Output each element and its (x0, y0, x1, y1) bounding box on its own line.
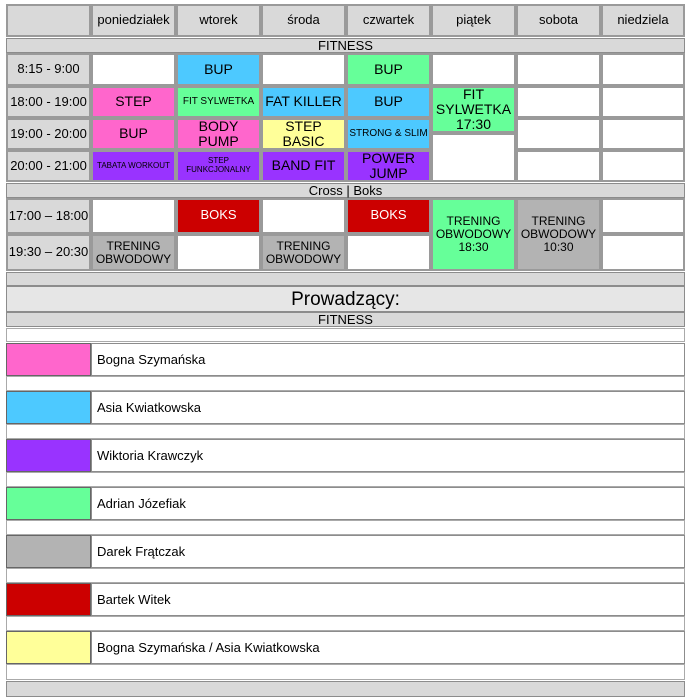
class-slot: STEP FUNKCJONALNY (176, 150, 261, 182)
day-header-saturday: sobota (516, 4, 601, 37)
legend-instructor-name: Adrian Józefiak (91, 487, 685, 520)
class-slot-empty (176, 234, 261, 271)
class-slot-empty (601, 234, 685, 271)
class-slot: BUP (176, 53, 261, 86)
class-slot: TRENING OBWODOWY (261, 234, 346, 271)
class-slot-empty (91, 53, 176, 86)
class-slot: BOKS (176, 198, 261, 234)
legend-color-swatch (6, 439, 91, 472)
class-slot-empty (601, 198, 685, 234)
class-slot-empty (516, 118, 601, 150)
legend-spacer (6, 664, 685, 680)
class-slot: STRONG & SLIM (346, 118, 431, 150)
class-slot-empty (431, 53, 516, 86)
legend-color-swatch (6, 391, 91, 424)
legend-color-swatch (6, 487, 91, 520)
class-slot-empty (601, 118, 685, 150)
day-header-wednesday: środa (261, 4, 346, 37)
instructors-title: Prowadzący: (6, 286, 685, 312)
legend-instructor-name: Bogna Szymańska (91, 343, 685, 376)
legend-spacer (6, 568, 685, 583)
time-slot: 19:30 – 20:30 (6, 234, 91, 271)
class-slot-empty (516, 53, 601, 86)
time-slot: 17:00 – 18:00 (6, 198, 91, 234)
legend-spacer (6, 520, 685, 535)
section-fitness: FITNESS (6, 38, 685, 53)
legend-color-swatch (6, 583, 91, 616)
legend-instructor-name: Bartek Witek (91, 583, 685, 616)
class-slot: STEP (91, 86, 176, 118)
class-slot: BOKS (346, 198, 431, 234)
section-cross-boks: Cross | Boks (6, 183, 685, 198)
class-slot-empty (601, 53, 685, 86)
class-slot: FIT SYLWETKA 17:30 (431, 86, 516, 133)
class-slot: BUP (346, 86, 431, 118)
legend-spacer (6, 616, 685, 631)
class-slot: BUP (346, 53, 431, 86)
class-slot-empty (431, 133, 516, 182)
class-slot-empty (516, 86, 601, 118)
legend-color-swatch (6, 535, 91, 568)
legend-instructor-name: Darek Frątczak (91, 535, 685, 568)
legend-instructor-name: Asia Kwiatkowska (91, 391, 685, 424)
legend-instructor-name: Wiktoria Krawczyk (91, 439, 685, 472)
class-slot-empty (601, 150, 685, 182)
class-slot: BUP (91, 118, 176, 150)
legend-color-swatch (6, 343, 91, 376)
day-header-friday: piątek (431, 4, 516, 37)
legend-instructor-name: Bogna Szymańska / Asia Kwiatkowska (91, 631, 685, 664)
class-slot-empty (346, 234, 431, 271)
day-header-monday: poniedziałek (91, 4, 176, 37)
class-slot: FAT KILLER (261, 86, 346, 118)
time-slot: 18:00 - 19:00 (6, 86, 91, 118)
day-header-thursday: czwartek (346, 4, 431, 37)
class-slot: TRENING OBWODOWY 10:30 (516, 198, 601, 271)
legend-spacer (6, 328, 685, 342)
class-slot: STEP BASIC (261, 118, 346, 150)
day-header-tuesday: wtorek (176, 4, 261, 37)
footer-bar (6, 681, 685, 697)
legend-spacer (6, 472, 685, 487)
class-slot-empty (516, 150, 601, 182)
class-slot-empty (91, 198, 176, 234)
legend-spacer (6, 376, 685, 391)
legend-color-swatch (6, 631, 91, 664)
time-slot: 20:00 - 21:00 (6, 150, 91, 182)
instructors-fitness-header: FITNESS (6, 312, 685, 327)
class-slot: TRENING OBWODOWY 18:30 (431, 198, 516, 271)
legend-spacer (6, 424, 685, 439)
class-slot: POWER JUMP (346, 150, 431, 182)
class-slot-empty (261, 198, 346, 234)
class-slot-empty (261, 53, 346, 86)
class-slot-empty (601, 86, 685, 118)
class-slot: BODY PUMP (176, 118, 261, 150)
time-slot: 8:15 - 9:00 (6, 53, 91, 86)
class-slot: TABATA WORKOUT (91, 150, 176, 182)
time-slot: 19:00 - 20:00 (6, 118, 91, 150)
class-slot: FIT SYLWETKA (176, 86, 261, 118)
section-divider (6, 272, 685, 286)
day-header-sunday: niedziela (601, 4, 685, 37)
corner-cell (6, 4, 91, 37)
class-slot: TRENING OBWODOWY (91, 234, 176, 271)
class-slot: BAND FIT (261, 150, 346, 182)
